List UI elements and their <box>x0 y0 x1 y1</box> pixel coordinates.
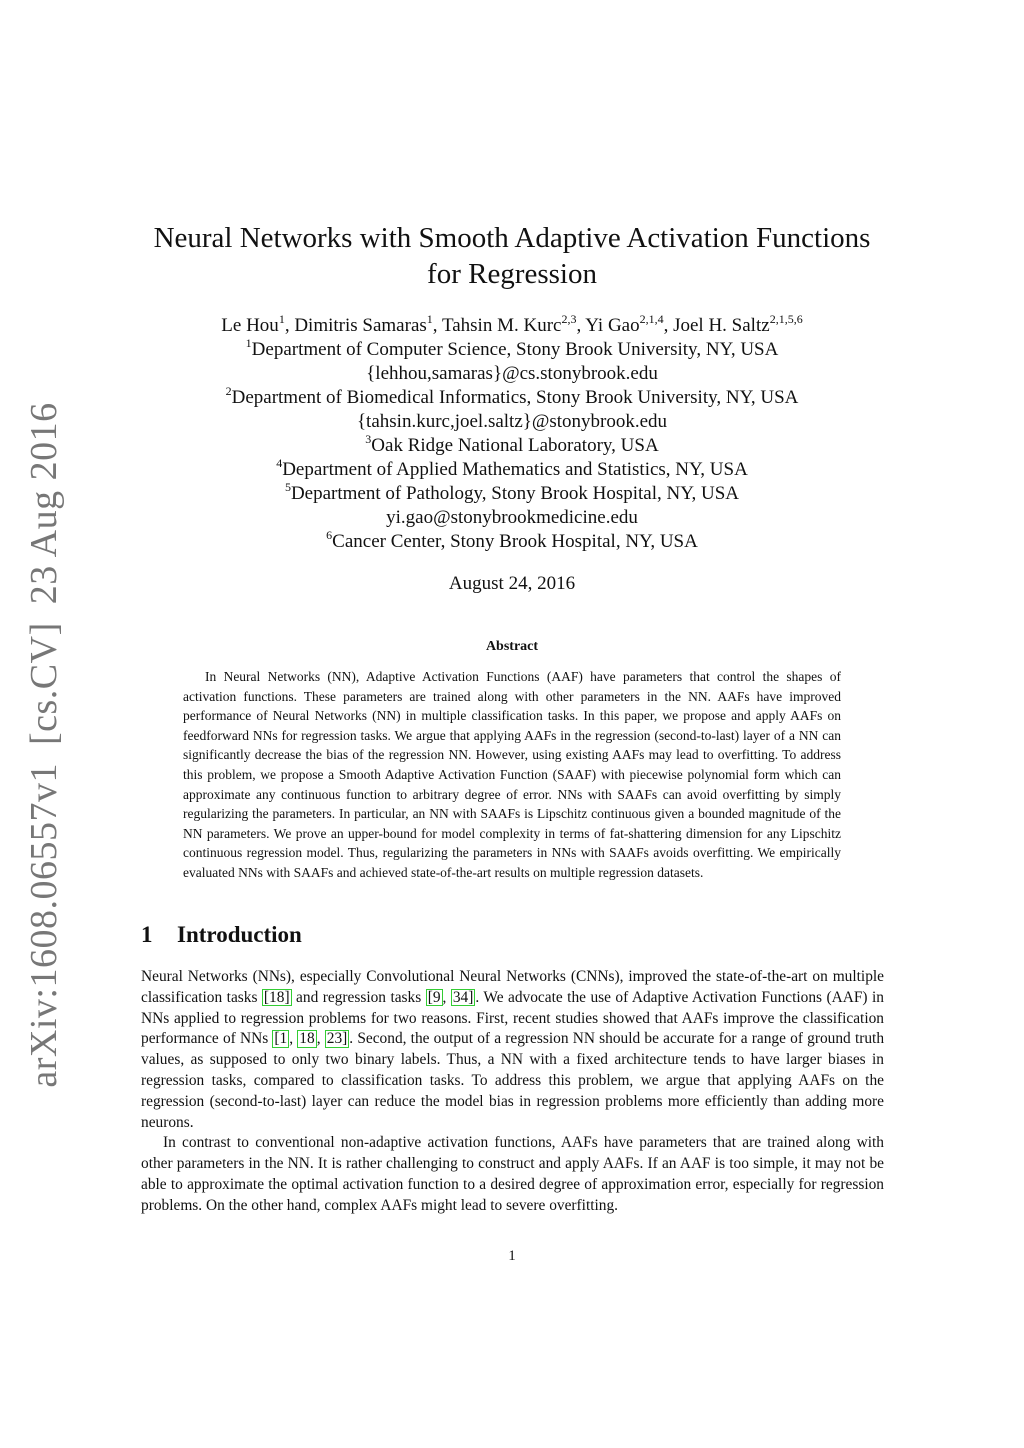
affiliation-1: $^1$Department of Computer Science, Stony Brook University, NY, USA <box>245 335 779 360</box>
author: Dimitris Samaras$^1$, <box>294 311 442 336</box>
introduction-body <box>141 967 884 1217</box>
citation-link[interactable]: [18] <box>263 988 290 1006</box>
email-2[interactable]: {tahsin.kurc,joel.saltz}@stonybrook.edu <box>356 411 668 432</box>
section-title: Introduction <box>177 922 302 947</box>
abstract-heading: Abstract <box>485 639 539 654</box>
intro-paragraph-2: In contrast to conventional non-adaptive activation functions, AAFs have parameters that are trained along with other parameters in the NN. It is rather challenging to construct and apply AAFs. If an AAF is too simple, it may not be able to approximate the optimal activation function to a desired degree of approximation error, especially for regression problems. On the other hand, complex AAFs might lead to severe overfitting. <box>141 1134 884 1214</box>
affiliation-6: $^6$Cancer Center, Stony Brook Hospital, NY, USA <box>326 527 698 552</box>
title-line-2: for Regression <box>427 258 597 290</box>
affiliation-5: $^5$Department of Pathology, Stony Brook Hospital, NY, USA <box>284 479 740 504</box>
paper-title <box>110 220 914 292</box>
title-line-1: Neural Networks with Smooth Adaptive Activation Functions <box>153 222 871 254</box>
author: Le Hou$^1$, <box>221 311 295 336</box>
author-list <box>110 311 914 338</box>
citation-link[interactable]: 34] <box>452 988 474 1006</box>
author-block <box>110 311 914 554</box>
affiliation-2: $^2$Department of Biomedical Informatics, Stony Brook University, NY, USA <box>225 383 799 408</box>
page-number: 1 <box>508 1248 516 1264</box>
author: Yi Gao$^{2,1,4}$, <box>585 311 674 336</box>
publication-date: August 24, 2016 <box>448 573 576 594</box>
email-3[interactable]: yi.gao@stonybrookmedicine.edu <box>386 507 638 528</box>
arxiv-stamp <box>22 402 66 1087</box>
arxiv-category: [cs.CV] <box>23 622 65 746</box>
intro-paragraph-1: Neural Networks (NNs), especially Convolutional Neural Networks (CNNs), improved the state-of-the-art on multiple classification tasks [18] and regression tasks [9 , 34] . We advocate the use of Adaptive Activation Functions (AAF) in NNs applied to regression problems for two reasons. First, recent studies showed that AAFs improve the classification performance of NNs [1 , 18 , 23] . Second, the output of a regression NN should be accurate for a range of ground truth values, as supposed to only two binary labels. Thus, a NN with a fixed architecture tends to have larger biases in regression tasks, compared to classification tasks. To address this problem, we argue that applying AAFs on the regression (second-to-last) layer can reduce the model bias in regression problems more efficiently than adding more neurons. <box>141 968 885 1131</box>
arxiv-date: 23 Aug 2016 <box>23 402 65 605</box>
section-heading <box>141 922 302 948</box>
citation-link[interactable]: 23] <box>326 1030 348 1048</box>
email-1[interactable]: {lehhou,samaras}@cs.stonybrook.edu <box>366 363 658 384</box>
abstract-body <box>183 667 841 883</box>
abstract-text: In Neural Networks (NN), Adaptive Activation Functions (AAF) have parameters that control the shapes of activation functions. These parameters are trained along with other parameters in the NN. AAFs have improved performance of Neural Networks (NN) in multiple classification tasks. In this paper, we propose and apply AAFs on feedforward NNs for regression tasks. We argue that applying AAFs in the regression (second-to-last) layer of a NN can significantly decrease the bias of the regression NN. However, using existing AAFs may lead to overfitting. To address this problem, we propose a Smooth Adaptive Activation Function (SAAF) with piecewise polynomial form which can approximate any continuous function to arbitrary degree of error. NNs with SAAFs can avoid overfitting by simply regularizing the parameters. In particular, an NN with SAAFs is Lipschitz continuous given a bounded magnitude of the NN parameters. We prove an upper-bound for model complexity in terms of fat-shattering dimension for any Lipschitz continuous regression model. Thus, regularizing the parameters in NNs with SAAFs avoids overfitting. We empirically evaluated NNs with SAAFs and achieved state-of-the-art results on multiple regression datasets. <box>183 669 841 880</box>
affiliation-3: $^3$Oak Ridge National Laboratory, USA <box>365 431 659 456</box>
citation-link[interactable]: 18 <box>299 1030 315 1048</box>
affiliation-4: $^4$Department of Applied Mathematics and Statistics, NY, USA <box>276 455 748 480</box>
citation-link[interactable]: [9 <box>427 988 441 1006</box>
citation-link[interactable]: [1 <box>274 1030 288 1048</box>
author: Joel H. Saltz$^{2,1,5,6}$ <box>673 311 803 336</box>
author: Tahsin M. Kurc$^{2,3}$, <box>441 311 586 336</box>
arxiv-id: arXiv:1608.06557v1 <box>23 763 65 1088</box>
section-number: 1 <box>141 922 153 947</box>
